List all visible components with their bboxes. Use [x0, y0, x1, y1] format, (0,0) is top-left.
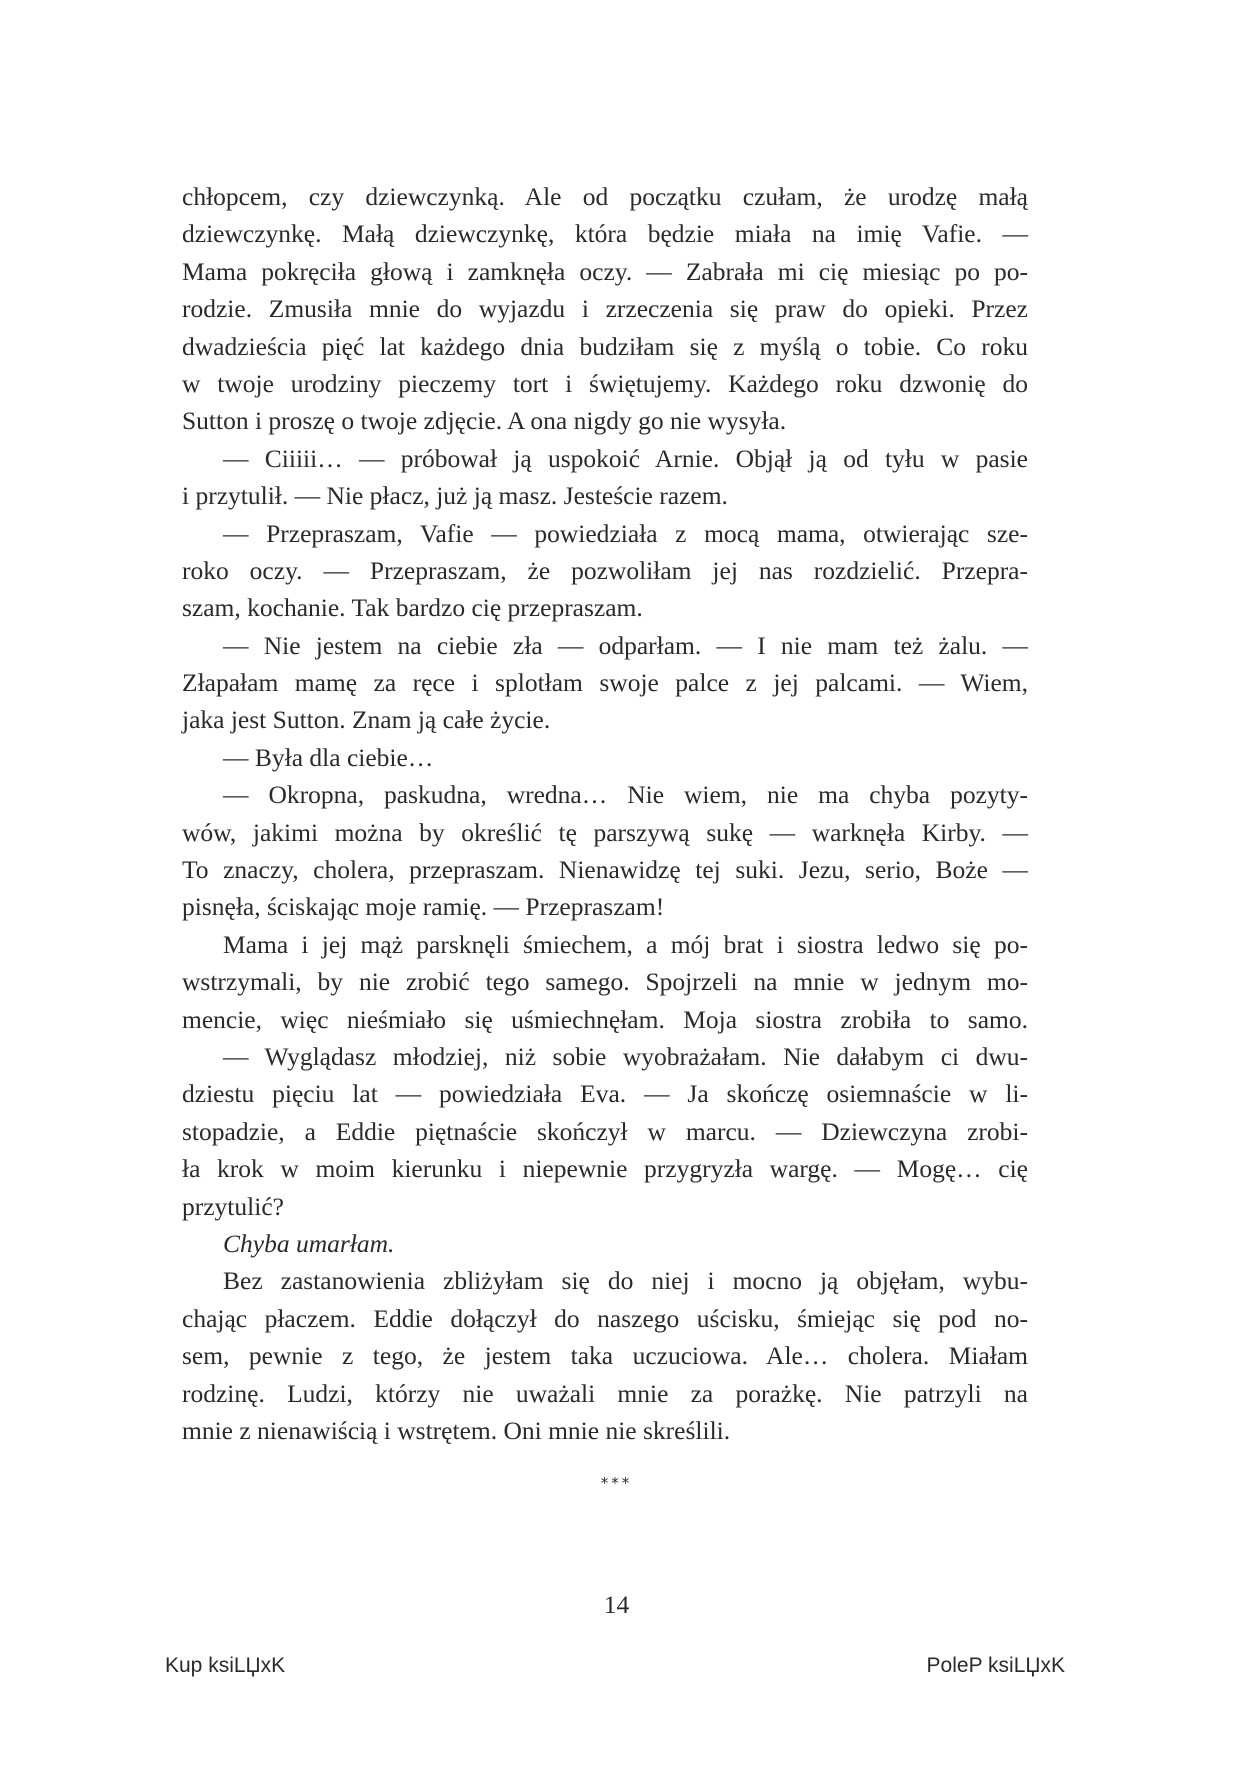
text-line: Mama pokręciła głową i zamknęła oczy. — Zabrała mi cię miesiąc po po-: [182, 256, 1028, 286]
text-line: dziestu pięciu lat — powiedziała Eva. — Ja skończę osiemnaście w li-: [182, 1079, 1028, 1109]
text-line: przytulić?: [182, 1191, 284, 1221]
text-line: mnie z nienawiścią i wstrętem. Oni mnie nie skreślili.: [182, 1415, 731, 1445]
text-line: Złapałam mamę za ręce i splotłam swoje palce z jej palcami. — Wiem,: [182, 668, 1028, 698]
body-text: [182, 178, 1028, 1449]
text-line: Mama i jej mąż parsknęli śmiechem, a mój brat i siostra ledwo się po-: [223, 929, 1028, 959]
text-line: jaka jest Sutton. Znam ją całe życie.: [182, 705, 551, 735]
text-line: — Okropna, paskudna, wredna… Nie wiem, nie ma chyba pozyty-: [223, 780, 1028, 810]
text-line: i przytulił. — Nie płacz, już ją masz. Jesteście razem.: [182, 481, 728, 511]
text-line: pisnęła, ściskając moje ramię. — Przepraszam!: [182, 892, 665, 922]
text-line: stopadzie, a Eddie piętnaście skończył w marcu. — Dziewczyna zrobi-: [182, 1116, 1028, 1146]
text-line: rodzie. Zmusiła mnie do wyjazdu i zrzeczenia się praw do opieki. Przez: [182, 294, 1028, 324]
text-line: dwadzieścia pięć lat każdego dnia budziłam się z myślą o tobie. Co roku: [182, 331, 1028, 361]
text-line: wstrzymali, by nie zrobić tego samego. Spojrzeli na mnie w jednym mo-: [182, 967, 1028, 997]
text-line: szam, kochanie. Tak bardzo cię przepraszam.: [182, 593, 643, 623]
text-line: Sutton i proszę o twoje zdjęcie. A ona nigdy go nie wysyła.: [182, 406, 787, 436]
text-line: — Wyglądasz młodziej, niż sobie wyobrażałam. Nie dałabym ci dwu-: [223, 1041, 1028, 1071]
text-line: w twoje urodziny pieczemy tort i świętujemy. Każdego roku dzwonię do: [182, 368, 1028, 398]
text-line: mencie, więc nieśmiało się uśmiechnęłam. Moja siostra zrobiła to samo.: [182, 1004, 1028, 1034]
text-line: chłopcem, czy dziewczynką. Ale od początku czułam, że urodzę małą: [182, 182, 1028, 211]
recommend-book-link[interactable]: PoleP ksiLЏxK: [926, 1654, 1065, 1677]
text-line: ła krok w moim kierunku i niepewnie przygryzła wargę. — Mogę… cię: [182, 1154, 1028, 1184]
text-line: To znaczy, cholera, przepraszam. Nienawidzę tej suki. Jezu, serio, Boże —: [182, 855, 1028, 885]
text-line: — Nie jestem na ciebie zła — odparłam. — I nie mam też żalu. —: [223, 630, 1028, 660]
section-separator: ***: [600, 1474, 633, 1492]
text-line: sem, pewnie z tego, że jestem taka uczuciowa. Ale… cholera. Miałam: [182, 1341, 1028, 1371]
text-line: rodzinę. Ludzi, którzy nie uważali mnie za porażkę. Nie patrzyli na: [182, 1378, 1028, 1408]
text-line: Bez zastanowienia zbliżyłam się do niej i mocno ją objęłam, wybu-: [223, 1266, 1028, 1296]
text-line: — Ciiiii… — próbował ją uspokoić Arnie. Objął ją od tyłu w pasie: [223, 443, 1028, 473]
text-line: wów, jakimi można by określić tę parszywą sukę — warknęła Kirby. —: [182, 817, 1028, 847]
text-line: — Przepraszam, Vafie — powiedziała z mocą mama, otwierając sze-: [223, 518, 1028, 548]
text-line: roko oczy. — Przepraszam, że pozwoliłam jej nas rozdzielić. Przepra-: [182, 555, 1028, 585]
buy-book-link[interactable]: Kup ksiLЏxK: [165, 1654, 286, 1677]
text-line: chając płaczem. Eddie dołączył do naszego uścisku, śmiejąc się pod no-: [182, 1303, 1028, 1333]
text-line: dziewczynkę. Małą dziewczynkę, która będzie miała na imię Vafie. —: [182, 219, 1028, 249]
page-number: 14: [603, 1590, 630, 1619]
text-line: Chyba umarłam.: [223, 1228, 395, 1258]
text-line: — Była dla ciebie…: [223, 742, 434, 772]
